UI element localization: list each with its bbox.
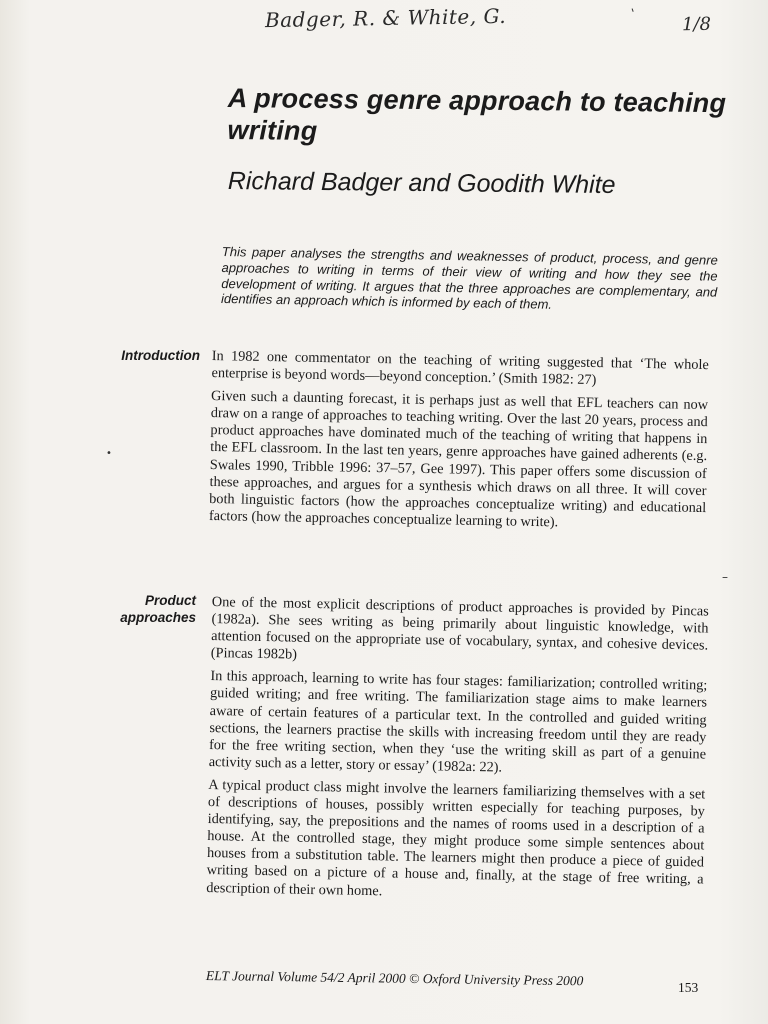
section-label-product-approaches <box>86 592 196 626</box>
page-number: 153 <box>678 980 699 995</box>
paragraph: In this approach, learning to write has four stages: familiarization; controlled writing; guided writing; and free writing. The familiarization stage aims to make learners aware of certain features of a particular text. In the controlled and guided writing sections, the learners practise the skills with increasing freedom until they are ready for the free writing section, when they ‘use the writing skill as part of a genuine activity such as a letter, story or essay’ (1982a: 22). <box>208 668 708 776</box>
handwritten-reference: Badger, R. & White, G. <box>264 3 507 33</box>
product-approaches-body <box>206 594 709 912</box>
abstract: This paper analyses the strengths and weaknesses of product, process, and genre approaches to writing in terms of their view of writing and how they see the development of writing. It argues that the three approaches are complementary, and identifies an approach which is informed by each of them. <box>220 244 718 313</box>
introduction-body <box>209 348 709 540</box>
stray-mark: • <box>106 448 112 459</box>
paragraph: One of the most explicit descriptions of product approaches is provided by Pincas (1982a). She sees writing as being primarily about linguistic knowledge, with attention focused on the appropriate use of vocabulary, syntax, and cohesive devices. (Pincas 1982b) <box>210 594 709 663</box>
label-line: Product <box>144 593 196 608</box>
section-label-introduction: Introduction <box>121 348 200 363</box>
article-title: A process genre approach to teaching writing <box>227 82 727 146</box>
paragraph: A typical product class might involve the learners familiarizing themselves with a set of descriptions of houses, possibly written especially for teaching purposes, by identifying, say, the prepositions and the names of rooms used in a description of a house. At the controlled stage, they might produce some simple sentences about houses from a substitution table. The learners might then produce a piece of guided writing based on a picture of a house and, finally, at the stage of free writing, a description of their own home. <box>206 776 706 899</box>
paragraph: In 1982 one commentator on the teaching of writing suggested that ‘The whole enterprise is beyond words—beyond conception.’ (Smith 1982: 27) <box>211 348 709 389</box>
stray-mark: – <box>722 570 728 584</box>
article-authors: Richard Badger and Goodith White <box>227 166 616 200</box>
journal-citation: ELT Journal Volume 54/2 April 2000 © Oxford University Press 2000 <box>205 968 584 989</box>
label-line: approaches <box>120 610 196 625</box>
handwritten-page-marker: 1/8 <box>681 13 712 36</box>
paragraph: Given such a daunting forecast, it is perhaps just as well that EFL teachers can now draw on a range of approaches to teaching writing. Over the last 20 years, process and product approaches have dominated much of the teaching of writing that happens in the EFL classroom. In the last ten years, genre approaches have gained adherents (e.g. Swales 1990, Tribble 1996: 37–57, Gee 1997). This paper offers some discussion of these approaches, and argues for a synthesis which draws on all three. It will cover both linguistic factors (how the approaches conceptualize writing) and educational factors (how the approaches conceptualize learning to write). <box>208 388 709 531</box>
pen-mark: ' <box>629 5 638 21</box>
